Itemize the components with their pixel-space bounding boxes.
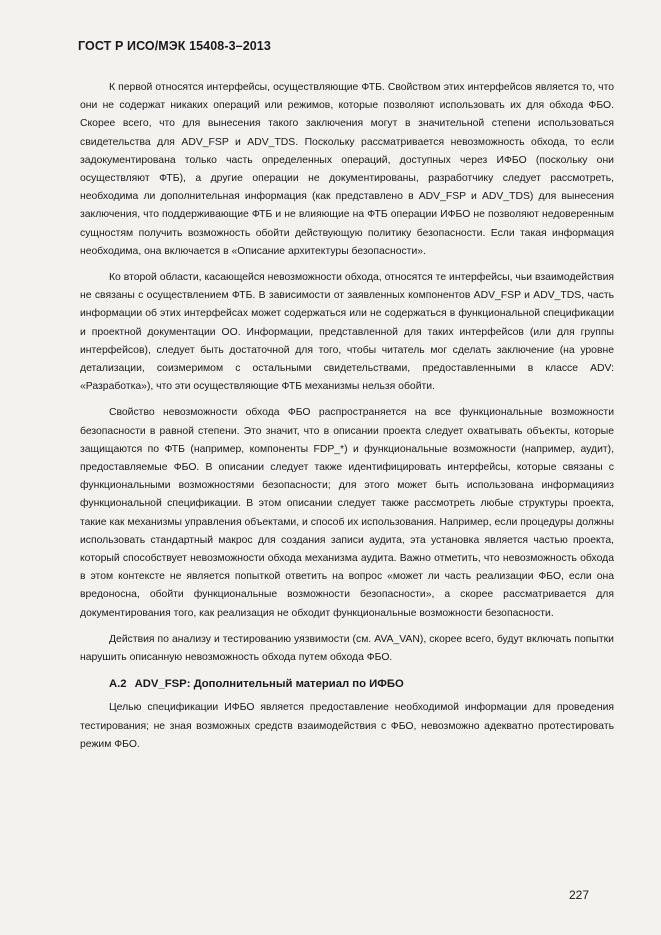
- paragraph-2: Ко второй области, касающейся невозможности обхода, относятся те интерфейсы, чьи взаимодействия не связаны с осуществлением ФТБ. В зависимости от заявленных компонентов ADV_FSP и ADV_TDS, часть информации об этих интерфейсах может содержаться или не содержаться в функциональной спецификации и проектной документации ОО. Информации, представленной для таких интерфейсов (или для группы интерфейсов), следует быть достаточной для того, чтобы читатель мог сделать заключение (на уровне детализации, соизмеримом с остальными свидетельствами, предоставленными в классе ADV: «Разработка»), что эти осуществляющие ФТБ механизмы нельзя обойти.: [80, 272, 614, 393]
- paragraph-3: Свойство невозможности обхода ФБО распространяется на все функциональные возможности безопасности в равной степени. Это значит, что в описании проекта следует охватывать объекты, которые защищаются по ФТБ (например, компоненты FDP_*) и функциональные возможности (например, аудит), предоставляемые ФБО. В описании следует также идентифицировать интерфейсы, которые связаны с функциональными возможностями безопасности; для этого может быть использована информацияиз функциональной спецификации. В этом описании следует также рассмотреть любые структуры проекта, такие как механизмы управления объектами, и способ их использования. Например, если процедуры должны использовать стандартный макрос для создания записи аудита, эта установка является частью проекта, который способствует невозможности обхода механизма аудита. Важно отметить, что невозможность обхода в этом контексте не является попыткой ответить на вопрос «может ли часть реализации ФБО, если она вредоносна, обойти функциональные возможности безопасности», а скорее рассматривается для документирования того, как реализация не обходит функциональные возможности безопасности.: [80, 407, 614, 619]
- section-number: А.2: [109, 678, 127, 691]
- paragraph-4: Действия по анализу и тестированию уязвимости (см. AVA_VAN), скорее всего, будут включать попытки нарушить описанную невозможность обхода путем обхода ФБО.: [80, 633, 614, 664]
- document-body: [80, 79, 614, 762]
- section-heading: [109, 675, 614, 693]
- paragraph-1: К первой относятся интерфейсы, осуществляющие ФТБ. Свойством этих интерфейсов является то, что они не содержат никаких операций или режимов, которые позволяют использовать их для обхода ФБО. Скорее всего, что для вынесения такого заключения могут в значительной степени использоваться свидетельства для ADV_FSP и ADV_TDS. Поскольку рассматривается невозможность обхода, то если задокументирована только часть определенных операций, доступных через ИФБО (поскольку они осуществляют ФТБ), а другие операции не документированы, разработчику следует рассмотреть, необходима ли дополнительная информация (как представлено в ADV_FSP и ADV_TDS) для вынесения заключения, что поддерживающие ФТБ и не влияющие на ФТБ операции ИФБО не позволяют недоверенным сущностям получить возможность обойти действующую политику безопасности. Если такая информация необходима, она включается в «Описание архитектуры безопасности».: [80, 82, 614, 257]
- page-number: 227: [568, 888, 589, 902]
- section-paragraph-1: Целью спецификации ИФБО является предоставление необходимой информации для проведения тестирования; не зная возможных средств взаимодействия с ФБО, невозможно адекватно протестировать режим ФБО.: [80, 702, 614, 750]
- document-header: ГОСТ Р ИСО/МЭК 15408-3–2013: [78, 39, 271, 53]
- section-title: ADV_FSP: Дополнительный материал по ИФБО: [134, 678, 404, 691]
